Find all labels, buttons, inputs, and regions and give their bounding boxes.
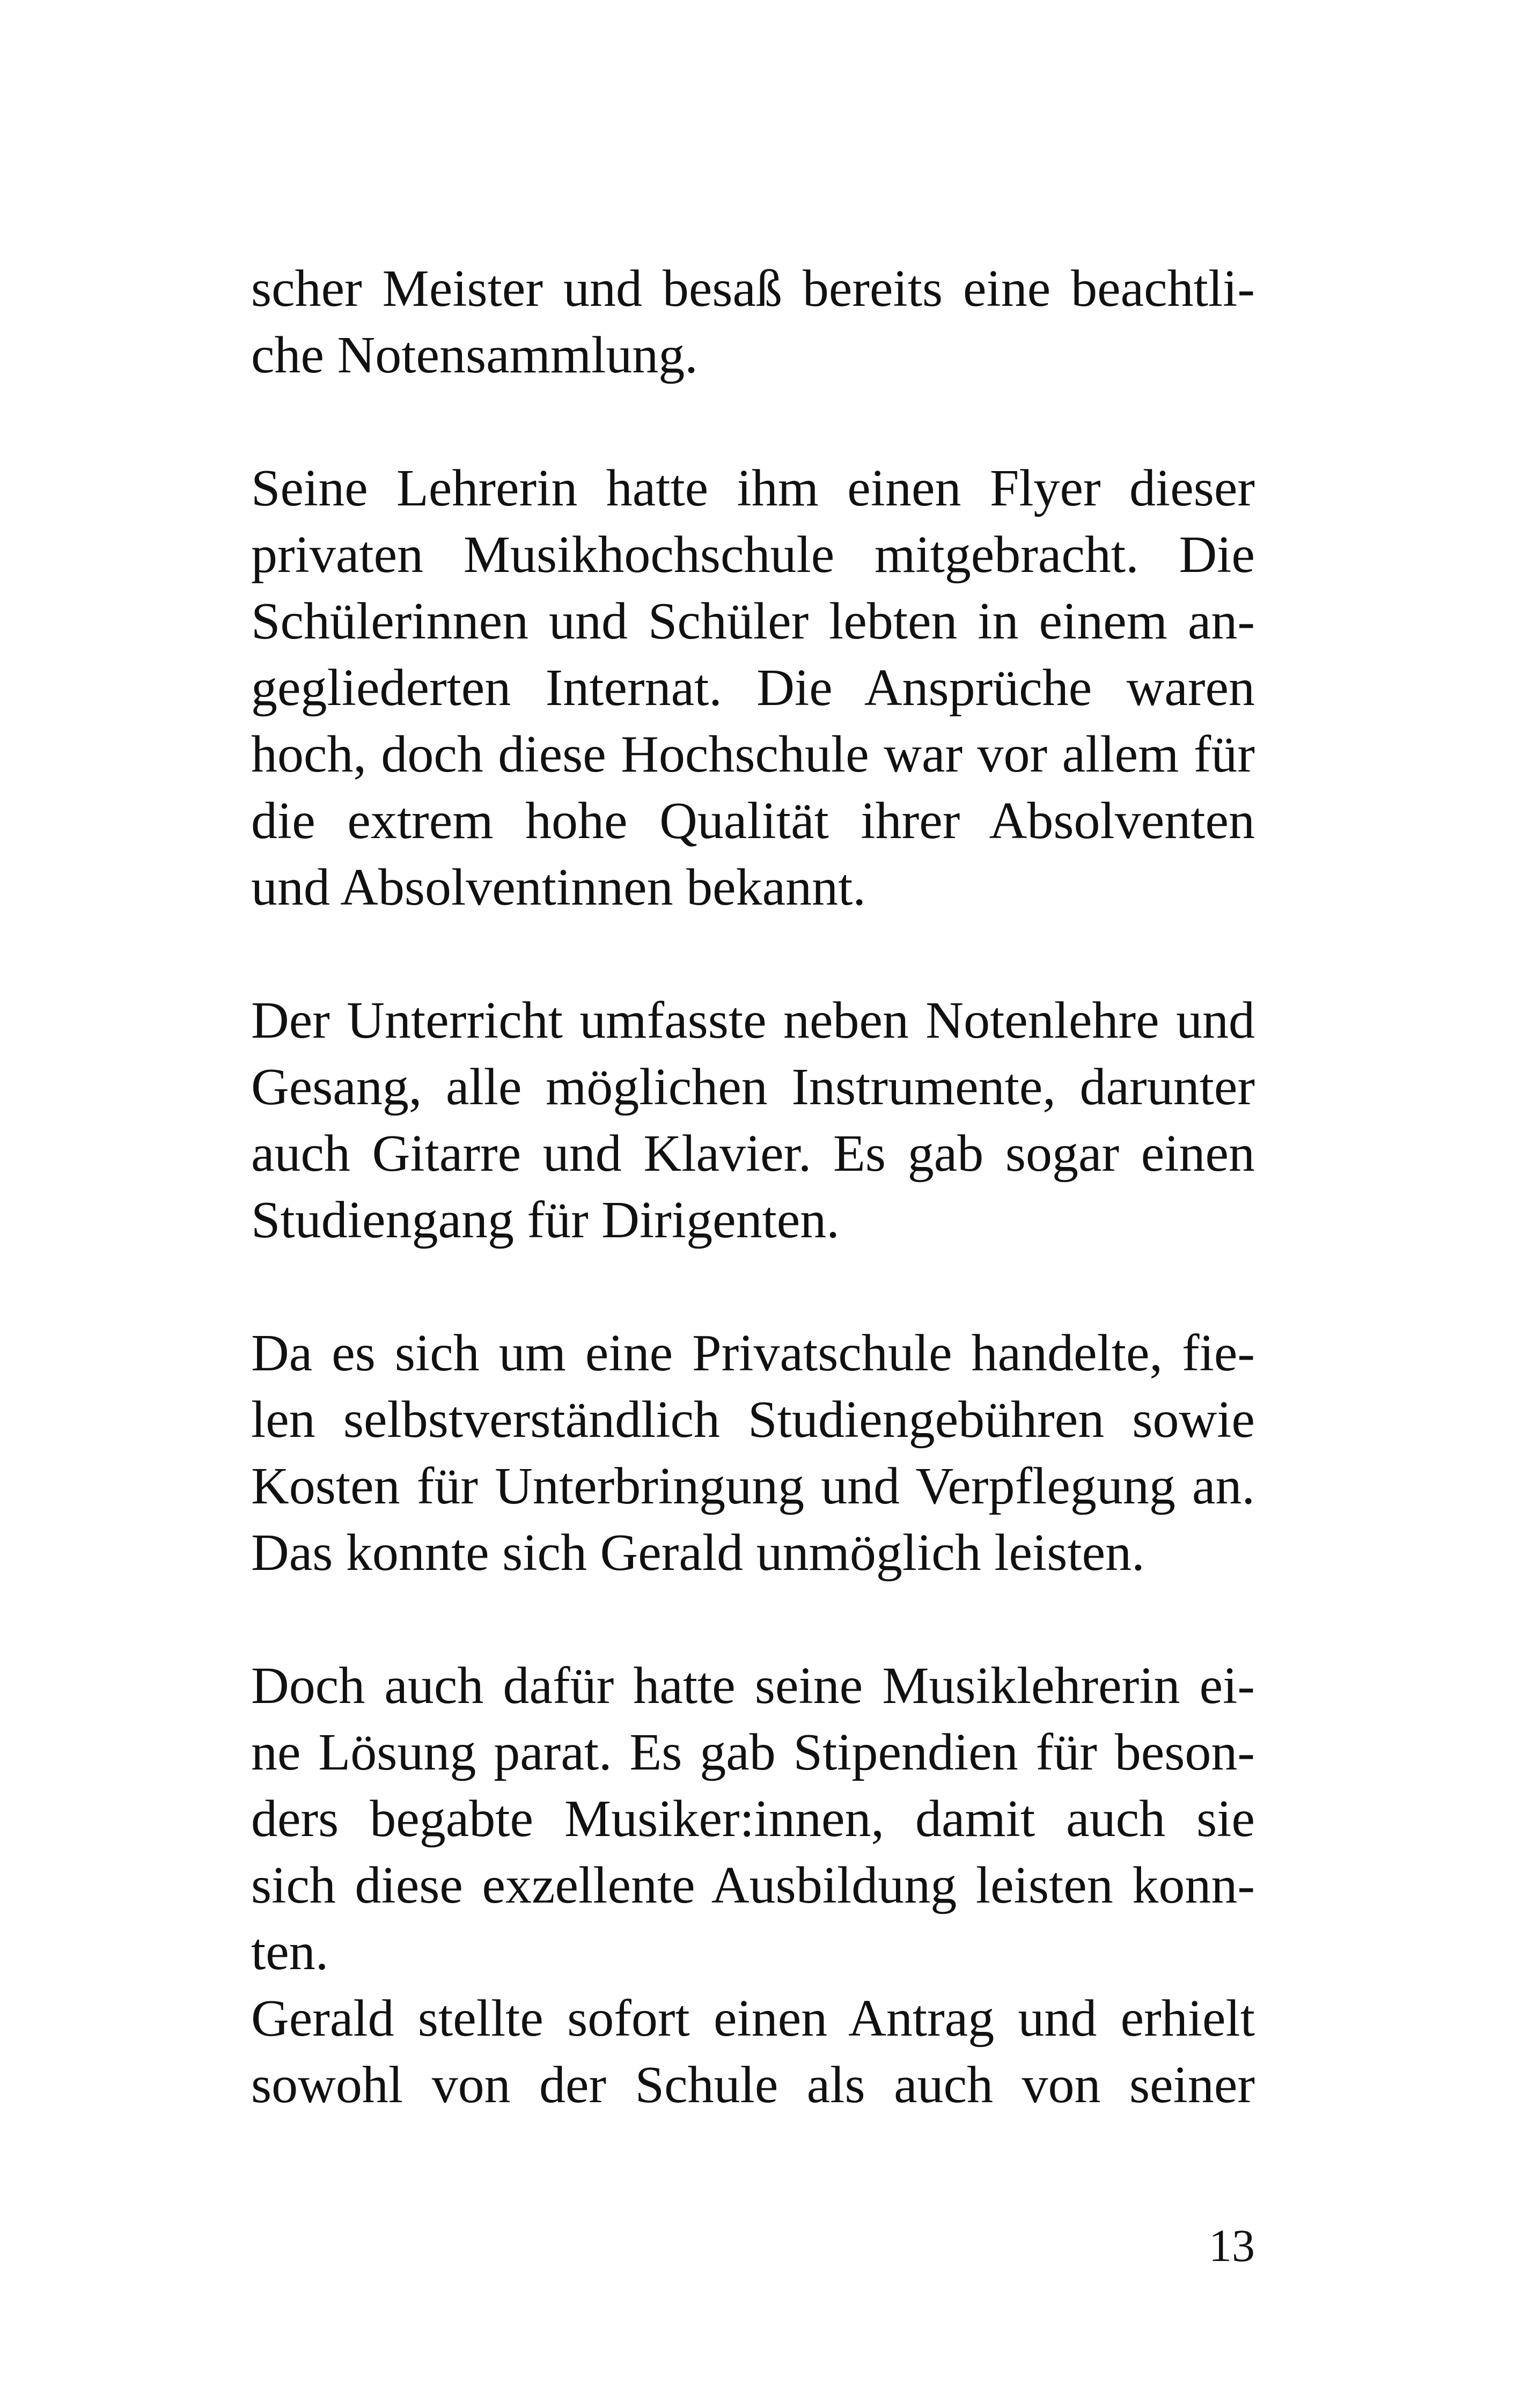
text-line: Der Unterricht umfasste neben Notenlehre und bbox=[251, 992, 1255, 1049]
text-line: privaten Musikhochschule mitgebracht. Die bbox=[251, 526, 1255, 584]
text-line: Gesang, alle möglichen Instrumente, darunter bbox=[251, 1058, 1255, 1116]
text-line: ten. bbox=[251, 1923, 329, 1981]
text-line: auch Gitarre und Klavier. Es gab sogar einen bbox=[251, 1125, 1255, 1183]
page-number: 13 bbox=[1209, 2220, 1255, 2271]
text-line: ders begabte Musiker:innen, damit auch sie bbox=[251, 1790, 1255, 1848]
text-line: sowohl von der Schule als auch von seiner bbox=[251, 2056, 1255, 2114]
text-line: hoch, doch diese Hochschule war vor allem für bbox=[251, 725, 1255, 783]
text-line: und Absolventinnen bekannt. bbox=[251, 858, 866, 916]
text-line: die extrem hohe Qualität ihrer Absolventen bbox=[251, 792, 1255, 850]
text-line: Gerald stellte sofort einen Antrag und erhielt bbox=[251, 1989, 1255, 2047]
text-line: ne Lösung parat. Es gab Stipendien für beson- bbox=[251, 1723, 1255, 1781]
text-line: Schülerinnen und Schüler lebten in einem an- bbox=[251, 592, 1255, 650]
text-line: Das konnte sich Gerald unmöglich leisten. bbox=[251, 1524, 1145, 1582]
text-line: len selbstverständlich Studiengebühren sowie bbox=[251, 1391, 1255, 1449]
text-line: Da es sich um eine Privatschule handelte, fie- bbox=[251, 1324, 1255, 1382]
text-line: Studiengang für Dirigenten. bbox=[251, 1191, 840, 1249]
text-line: scher Meister und besaß bereits eine beachtli- bbox=[251, 260, 1255, 318]
text-line: Seine Lehrerin hatte ihm einen Flyer dieser bbox=[251, 459, 1255, 517]
text-line: Doch auch dafür hatte seine Musiklehrerin ei- bbox=[251, 1657, 1255, 1715]
text-line: che Notensammlung. bbox=[251, 326, 698, 384]
text-line: Kosten für Unterbringung und Verpflegung an. bbox=[251, 1457, 1255, 1515]
text-line: sich diese exzellente Ausbildung leisten konn- bbox=[251, 1856, 1255, 1914]
text-line: gegliederten Internat. Die Ansprüche waren bbox=[251, 659, 1255, 717]
